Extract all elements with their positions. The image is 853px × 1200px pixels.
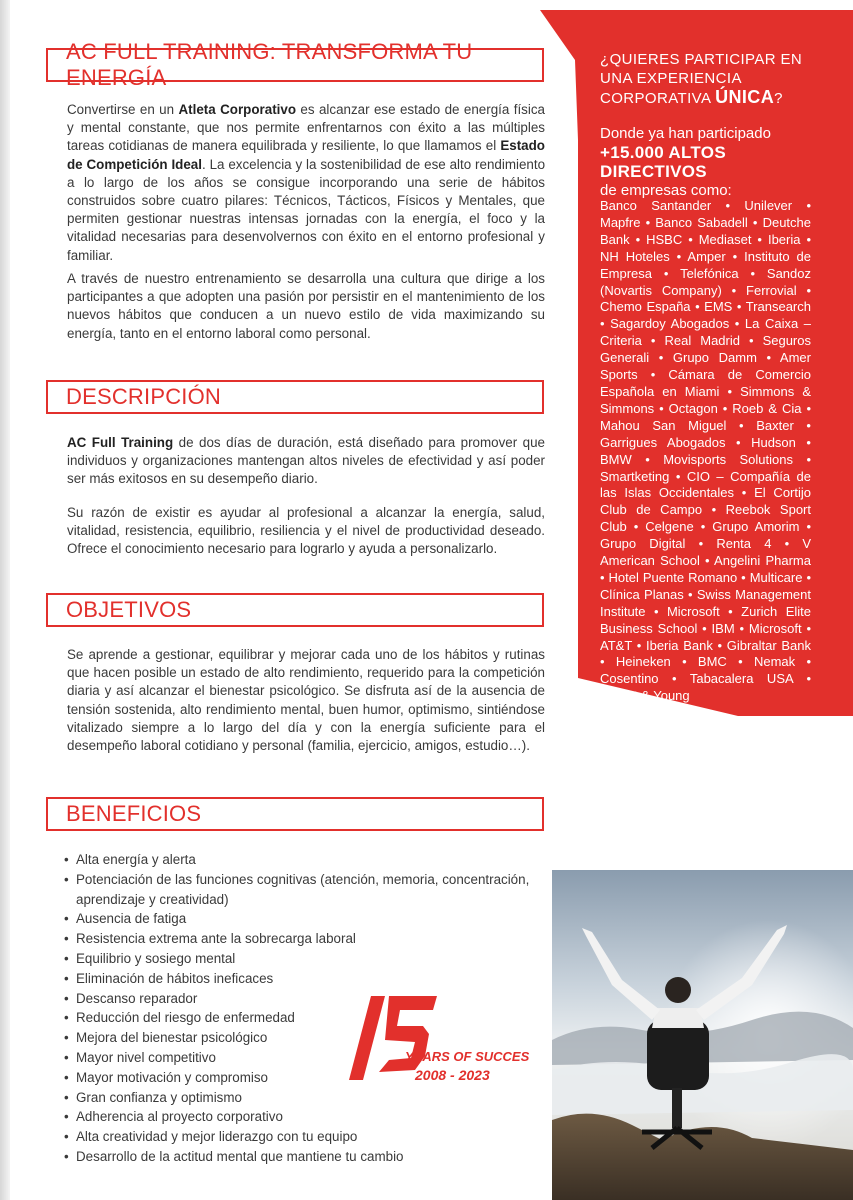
benefit-item: • Ausencia de fatiga bbox=[64, 909, 544, 929]
descripcion-text-b: de dos días de duración, está diseñado para promover que individuos y organizaciones mantengan altos niveles de efectividad y así poder ser más exitosos en su desempeño diario. bbox=[67, 435, 546, 487]
sidebar-question-mark: ? bbox=[774, 90, 783, 107]
sidebar-participants-outro: de empresas como: bbox=[600, 182, 732, 199]
objetivos-paragraph: Se aprende a gestionar, equilibrar y mejorar cada uno de los hábitos y rutinas que hacen posible un estado de alto rendimiento, requerido para la competición diaria y así alcanzar el bienestar psicológico. Se disfruta así de la ausencia de tensión sostenida, alto rendimiento mental, buen humor, optimismo, sintiéndose vitalizado siempre a lo largo del día y con la energía suficiente para el desempeño laboral cotidiano y personal (familia, ejercicio, amigos, estudio…). bbox=[67, 647, 545, 754]
benefit-item: • Resistencia extrema ante la sobrecarga laboral bbox=[64, 929, 544, 949]
benefit-item: • Mejora del bienestar psicológico bbox=[64, 1028, 544, 1048]
benefit-item: • Adherencia al proyecto corporativo bbox=[64, 1107, 544, 1127]
chair-back bbox=[647, 1020, 709, 1090]
sidebar-company-list: Banco Santander • Unilever • Mapfre • Banco Sabadell • Deutche Bank • HSBC • Mediaset • Iberia • NH Hoteles • Amper • Instituto de Empresa • Telefónica • Sandoz (Novartis Company) • Ferrovial • Chemo España • EMS • Transearch • Sagardoy Abogados • La Caixa – Criteria • Real Madrid • Seguros Generali • Grupo Damm • Amer Sports • Cámara de Comercio Española en Miami • Simmons & Simmons • Octagon • Roeb & Cia • Mahou San Miguel • Baxter • Garrigues Abogados • Hudson • BMW • Movisports Solutions • Smartketing • CIO – Compañía de las Islas Occidentales • El Cortijo Club de Campo • Reebok Sport Club • Celgene • Grupo Amorim • Grupo Digital • Renta 4 • V American School • Angelini Pharma • Hotel Puente Romano • Multicare • Clínica Planas • Swiss Management Institute • Microsoft • Zurich Elite Business School • IBM • Microsoft • AT&T • Iberia Bank • Gibraltar Bank • Heineken • BMC • Nemak • Cosentino • Tabacalera USA • Ernest & Young bbox=[600, 198, 811, 704]
benefit-item: • Alta creatividad y mejor liderazgo con tu equipo bbox=[64, 1127, 544, 1147]
intro-atleta-corporativo: Atleta Corporativo bbox=[178, 102, 296, 117]
intro-text-e: . La excelencia y la sostenibilidad de ese alto rendimiento a lo largo de los años se consigue incorporando una serie de hábitos construidos sobre cuatro pilares: Técnicos, Tácticos, Físicos y Mentales, que permiten gestionar nuestras intensas jornadas con la energía, el foco y la vitalidad necesarias para desenvolvernos con éxito en el entorno profesional y familiar. bbox=[67, 156, 546, 263]
benefit-item: • Potenciación de las funciones cognitivas (atención, memoria, concentración, aprendizaje y creatividad) bbox=[64, 870, 544, 910]
descripcion-paragraph-1 bbox=[67, 434, 545, 489]
sidebar-question bbox=[600, 50, 810, 108]
section-title-objetivos: OBJETIVOS bbox=[46, 593, 544, 627]
benefit-item: • Equilibrio y sosiego mental bbox=[64, 949, 544, 969]
sidebar-participants-intro: Donde ya han participado bbox=[600, 125, 771, 142]
intro-paragraph-2: A través de nuestro entrenamiento se desarrolla una cultura que dirige a los participantes a que adopten una pasión por persistir en el mantenimiento de los nuevos hábitos que conducen a un nuevo estilo de vida maximizando su energía, tanto en el entorno laboral como personal. bbox=[67, 271, 545, 341]
section-title-beneficios: BENEFICIOS bbox=[46, 797, 544, 831]
intro-paragraph-1 bbox=[67, 101, 545, 265]
descripcion-paragraph-2: Su razón de existir es ayudar al profesional a alcanzar la energía, salud, vitalidad, resistencia, equilibrio, resiliencia y el nivel de productividad deseado. Ofrece el conocimiento necesario para lograrlo y ayuda a personalizarlo. bbox=[67, 505, 545, 557]
benefit-item: • Alta energía y alerta bbox=[64, 850, 544, 870]
sidebar-question-text: ¿QUIERES PARTICIPAR EN UNA EXPERIENCIA CORPORATIVA bbox=[600, 51, 803, 107]
mountain-photo bbox=[552, 870, 853, 1200]
benefit-item: • Gran confianza y optimismo bbox=[64, 1088, 544, 1108]
anniversary-tagline: YEARS OF SUCCES bbox=[405, 1049, 530, 1064]
intro-text-c: es alcanzar ese estado de energía física y mental constante, que nos permite enfrentarnos con éxito a las múltiples tareas cotidianas de manera equilibrada y resiliente, lo que llamamos el bbox=[67, 102, 545, 154]
anniversary-logo bbox=[345, 990, 535, 1090]
intro-text-a: Convertirse en un bbox=[67, 102, 179, 117]
benefit-item: • Descanso reparador bbox=[64, 989, 544, 1009]
benefit-item: • Eliminación de hábitos ineficaces bbox=[64, 969, 544, 989]
sidebar-participants-count: +15.000 ALTOS DIRECTIVOS bbox=[600, 143, 726, 181]
benefit-item: • Mayor nivel competitivo bbox=[64, 1048, 544, 1068]
anniversary-years: 2008 - 2023 bbox=[415, 1067, 490, 1083]
sidebar-question-unica: ÚNICA bbox=[715, 87, 775, 107]
intro-estado-competicion: Estado de Competición Ideal bbox=[67, 138, 545, 172]
benefit-item: • Reducción del riesgo de enfermedad bbox=[64, 1008, 544, 1028]
sidebar-participants bbox=[600, 124, 810, 200]
section-title-intro: AC FULL TRAINING: TRANSFORMA TU ENERGÍA bbox=[46, 48, 544, 82]
benefit-item: • Desarrollo de la actitud mental que mantiene tu cambio bbox=[64, 1147, 544, 1167]
section-title-descripcion: DESCRIPCIÓN bbox=[46, 380, 544, 414]
descripcion-ac-full-training: AC Full Training bbox=[67, 435, 174, 450]
benefit-item: • Mayor motivación y compromiso bbox=[64, 1068, 544, 1088]
